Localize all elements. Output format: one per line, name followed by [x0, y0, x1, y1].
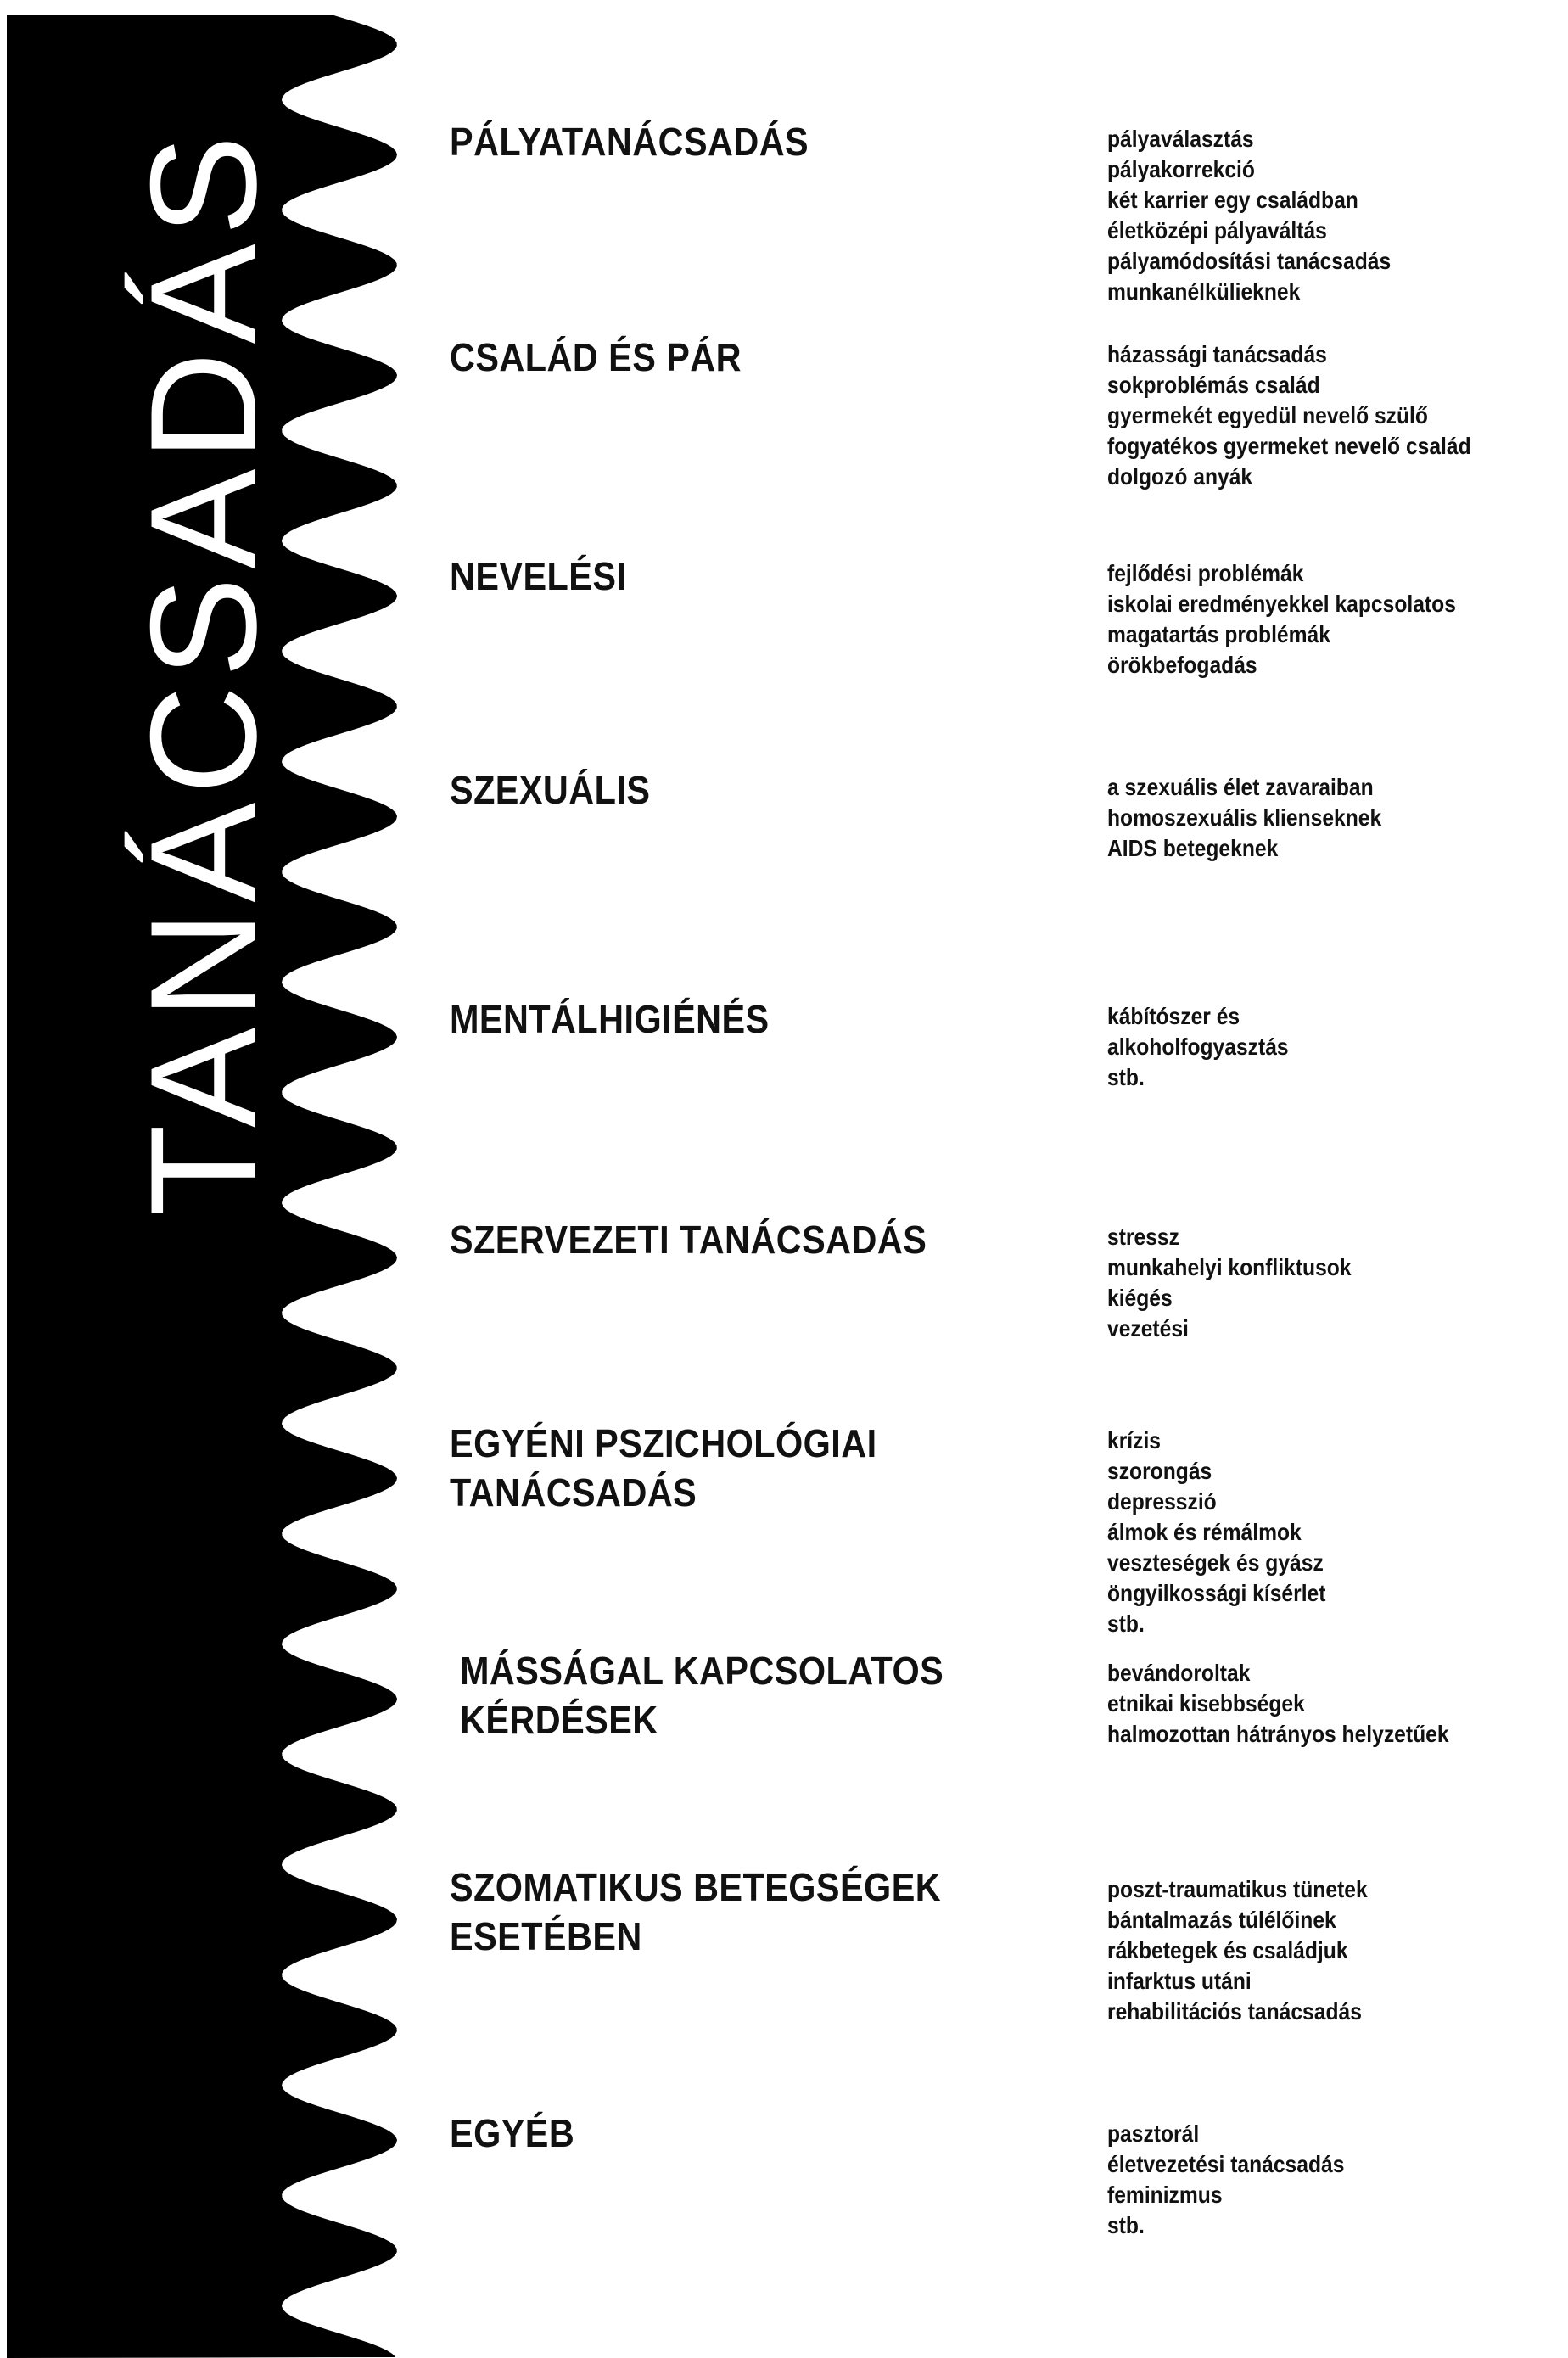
category-line: CSALÁD ÉS PÁR: [450, 335, 742, 379]
list-item: szorongás: [1107, 1458, 1212, 1484]
list-item: két karrier egy családban: [1107, 187, 1358, 213]
list-item: életvezetési tanácsadás: [1107, 2151, 1345, 2177]
category-label: [450, 1419, 1000, 1517]
category-line: NEVELÉSI: [450, 554, 627, 598]
list-item: álmok és rémálmok: [1107, 1519, 1302, 1545]
list-item: gyermekét egyedül nevelő szülő: [1107, 402, 1428, 428]
item-list: [1107, 339, 1555, 492]
category-line: SZOMATIKUS BETEGSÉGEK: [450, 1865, 942, 1909]
category-label: [450, 994, 1000, 1044]
list-item: halmozottan hátrányos helyzetűek: [1107, 1721, 1449, 1747]
category-line: EGYÉNI PSZICHOLÓGIAI: [450, 1421, 877, 1465]
category-line: KÉRDÉSEK: [460, 1698, 658, 1742]
category-label: [450, 765, 1000, 815]
category-line: SZERVEZETI TANÁCSADÁS: [450, 1218, 927, 1262]
list-item: stb.: [1107, 2212, 1145, 2238]
item-list: [1107, 1001, 1555, 1093]
category-line: MÁSSÁGAL KAPCSOLATOS: [460, 1649, 944, 1693]
category-line: TANÁCSADÁS: [450, 1470, 697, 1515]
category-line: MENTÁLHIGIÉNÉS: [450, 997, 770, 1041]
list-item: házassági tanácsadás: [1107, 341, 1327, 367]
item-list: [1107, 124, 1555, 307]
category-label: [450, 1862, 1000, 1961]
list-item: bántalmazás túlélőinek: [1107, 1907, 1336, 1933]
category-label: [450, 117, 1000, 166]
list-item: bevándoroltak: [1107, 1660, 1251, 1686]
list-item: alkoholfogyasztás: [1107, 1033, 1289, 1060]
item-list: [1107, 2119, 1555, 2241]
item-list: [1107, 558, 1555, 681]
list-item: etnikai kisebbségek: [1107, 1690, 1305, 1717]
category-label: [450, 552, 1000, 601]
list-item: örökbefogadás: [1107, 652, 1257, 678]
list-item: munkahelyi konfliktusok: [1107, 1254, 1352, 1280]
item-list: [1107, 772, 1555, 864]
list-item: stressz: [1107, 1224, 1179, 1250]
list-item: stb.: [1107, 1064, 1145, 1090]
item-list: [1107, 1658, 1555, 1750]
list-item: kiégés: [1107, 1285, 1173, 1311]
list-item: a szexuális élet zavaraiban: [1107, 774, 1374, 800]
category-line: SZEXUÁLIS: [450, 768, 651, 812]
list-item: rehabilitációs tanácsadás: [1107, 1998, 1362, 2025]
main-title: TANÁCSADÁS: [119, 127, 288, 1217]
list-item: infarktus utáni: [1107, 1968, 1252, 1994]
item-list: [1107, 1222, 1555, 1344]
category-line: ESETÉBEN: [450, 1914, 642, 1958]
list-item: homoszexuális klienseknek: [1107, 804, 1382, 831]
list-item: rákbetegek és családjuk: [1107, 1937, 1348, 1963]
list-item: stb.: [1107, 1610, 1145, 1637]
list-item: életközépi pályaváltás: [1107, 217, 1327, 244]
list-item: vezetési: [1107, 1315, 1189, 1341]
item-list: [1107, 1425, 1555, 1639]
list-item: AIDS betegeknek: [1107, 835, 1279, 861]
category-label: [450, 333, 1000, 382]
list-item: sokproblémás család: [1107, 372, 1320, 398]
category-label: [460, 1646, 1010, 1745]
category-label: [450, 1215, 1000, 1264]
list-item: pályakorrekció: [1107, 156, 1255, 182]
list-item: fogyatékos gyermeket nevelő család: [1107, 433, 1471, 459]
list-item: magatartás problémák: [1107, 621, 1330, 647]
list-item: kábítószer és: [1107, 1003, 1240, 1029]
list-item: pályaválasztás: [1107, 126, 1254, 152]
list-item: iskolai eredményekkel kapcsolatos: [1107, 591, 1456, 617]
category-line: PÁLYATANÁCSADÁS: [450, 120, 809, 164]
list-item: munkanélkülieknek: [1107, 278, 1301, 305]
list-item: pasztorál: [1107, 2120, 1200, 2147]
list-item: poszt-traumatikus tünetek: [1107, 1876, 1368, 1902]
item-list: [1107, 1874, 1555, 2027]
list-item: fejlődési problémák: [1107, 560, 1304, 586]
list-item: depresszió: [1107, 1488, 1217, 1515]
list-item: veszteségek és gyász: [1107, 1549, 1324, 1576]
category-label: [450, 2109, 1000, 2158]
list-item: krízis: [1107, 1427, 1162, 1453]
category-line: EGYÉB: [450, 2111, 575, 2155]
list-item: pályamódosítási tanácsadás: [1107, 248, 1392, 274]
list-item: dolgozó anyák: [1107, 463, 1253, 490]
list-item: öngyilkossági kísérlet: [1107, 1580, 1326, 1606]
list-item: feminizmus: [1107, 2182, 1223, 2208]
